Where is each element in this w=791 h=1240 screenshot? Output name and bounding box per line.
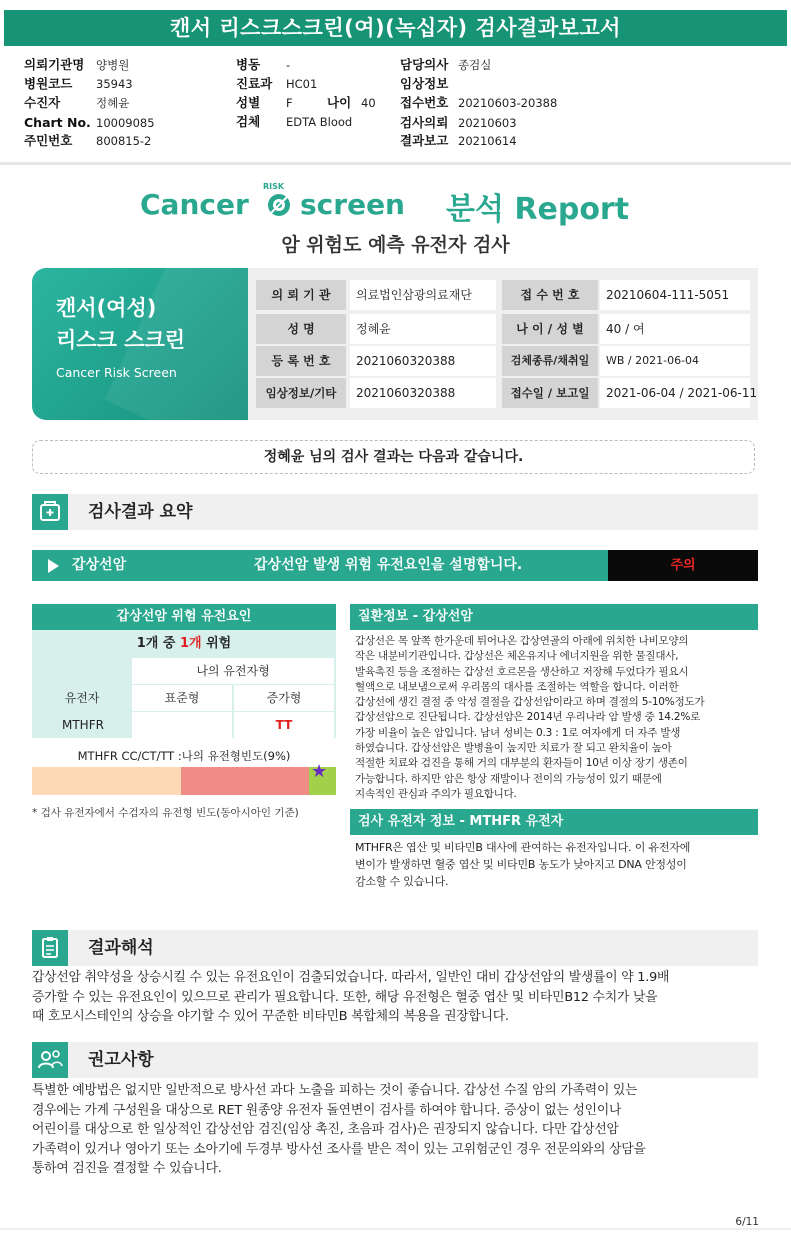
report-subtitle: 암 위험도 예측 유전자 검사 xyxy=(281,234,510,256)
text-line: 가장 비율이 높은 암입니다. 남녀 성비는 0.3 : 1로 여자에게 더 자주 발생 xyxy=(355,726,681,739)
text-line: 특별한 예방법은 없지만 일반적으로 방사선 과다 노출을 피하는 것이 좋습니다. 갑상선 수질 암의 가족력이 있는 xyxy=(32,1083,638,1098)
info-label: 임상정보/기타 xyxy=(256,378,346,408)
frequency-segment xyxy=(32,767,181,795)
gene-grid xyxy=(32,658,336,738)
risk-count-pre: 1개 중 xyxy=(136,636,180,651)
meta-key: Chart No. xyxy=(24,115,91,130)
text-line: 적절한 치료와 검진을 통해 거의 대부분의 환자들이 10년 이상 장기 생존이 xyxy=(355,757,688,770)
report-header xyxy=(0,0,791,50)
meta-key: 결과보고 xyxy=(400,133,449,148)
meta-key: 담당의사 xyxy=(400,57,449,72)
meta-key: 검사의뢰 xyxy=(400,115,449,130)
meta-value: 정혜윤 xyxy=(96,96,130,110)
text-line: 혈액으로 내보냄으로써 우리몸의 대사를 조절하는 역할을 합니다. 이러한 xyxy=(355,680,679,693)
gene-info-panel xyxy=(350,809,758,894)
info-label: 나 이 / 성 별 xyxy=(502,314,598,344)
meta-value: 종검실 xyxy=(458,58,492,72)
gene-risk-table xyxy=(32,604,336,738)
meta-value: 양병원 xyxy=(96,58,130,72)
col-normal-header: 표준형 xyxy=(132,685,232,711)
text-line: 갑상선암 취약성을 상승시킬 수 있는 유전요인이 검출되었습니다. 따라서, 일반인 대비 갑상선암의 발생률이 약 1.9배 xyxy=(32,970,670,985)
text-line: 지속적인 관심과 주의가 필요합니다. xyxy=(355,787,517,800)
clipboard-icon xyxy=(32,930,68,966)
text-line: 경우에는 가계 구성원을 대상으로 RET 원종양 유전자 돌연변이 검사를 하여야 합니다. 증상이 없는 성인이나 xyxy=(32,1102,622,1118)
text-line: 가족력이 있거나 영아기 또는 소아기에 두경부 방사선 조사를 받은 적이 있는 고위험군인 경우 전문의와의 상담을 xyxy=(32,1141,646,1157)
footnote: * 검사 유전자에서 수검자의 유전형 빈도(동아시아인 기준) xyxy=(32,807,299,819)
info-label: 의 뢰 기 관 xyxy=(256,280,346,310)
section-recommendation xyxy=(32,1042,758,1078)
meta-row xyxy=(24,75,133,93)
divider xyxy=(0,162,791,165)
meta-key: 임상정보 xyxy=(400,76,449,91)
meta-row xyxy=(24,132,151,150)
text-line: 가능합니다. 하지만 암은 항상 재발이나 전이의 가능성이 있기 때문에 xyxy=(355,772,662,785)
card-subtitle: Cancer Risk Screen xyxy=(56,365,177,380)
meta-row xyxy=(327,94,376,112)
consultation-icon xyxy=(32,1042,68,1078)
info-label: 접수일 / 보고일 xyxy=(502,378,598,408)
section-interpretation xyxy=(32,930,758,966)
text-line: 갑상선은 목 앞쪽 한가운데 튀어나온 갑상연골의 아래에 위치한 나비모양의 xyxy=(355,635,689,647)
meta-value: 35943 xyxy=(96,77,133,91)
meta-row xyxy=(400,94,557,112)
meta-key: 병원코드 xyxy=(24,76,73,91)
page-number: 6/11 xyxy=(735,1216,759,1228)
meta-value: 20210614 xyxy=(458,134,517,148)
meta-key: 나이 xyxy=(327,95,352,110)
panel-heading: 질환정보 - 갑상선암 xyxy=(350,604,758,630)
logo-cancer: Cancer xyxy=(140,188,249,221)
section-title: 권고사항 xyxy=(88,1050,154,1070)
meta-value: 40 xyxy=(361,96,376,110)
text-line: 통하여 검진을 결정할 수 있습니다. xyxy=(32,1161,222,1176)
report-logo xyxy=(0,182,791,228)
thyroid-banner xyxy=(32,550,758,581)
risk-count xyxy=(32,630,336,658)
section-title: 결과해석 xyxy=(88,938,154,958)
patient-info-table xyxy=(248,268,758,420)
col-increased-header: 증가형 xyxy=(234,685,334,711)
text-line: 갑상선암으로 진단됩니다. 갑상선암은 2014년 우리나라 암 발생 중 14.2%로 xyxy=(355,711,701,724)
product-card xyxy=(32,268,248,420)
report-title: 캔서 리스크스크린(여)(녹십자) 검사결과보고서 xyxy=(4,10,787,46)
text-line: 발육촉진 등을 조절하는 갑상선 호르몬을 생산하고 저장해 두었다가 필요시 xyxy=(355,665,689,678)
info-value: 2021-06-04 / 2021-06-11 xyxy=(600,378,750,408)
logo-report: 분석 Report xyxy=(446,192,630,227)
meta-key: 진료과 xyxy=(236,76,273,91)
frequency-label: MTHFR CC/CT/TT :나의 유전형빈도(9%) xyxy=(77,749,291,763)
meta-value: - xyxy=(286,58,291,72)
recommendation-text xyxy=(32,1081,772,1179)
meta-key: 수진자 xyxy=(24,95,61,110)
meta-value: 800815-2 xyxy=(96,134,152,148)
info-value: 20210604-111-5051 xyxy=(600,280,750,310)
risk-count-num: 1개 xyxy=(179,636,202,651)
text-line: 변이가 발생하면 혈중 엽산 및 비타민B 농도가 낮아지고 DNA 안정성이 xyxy=(355,858,687,871)
meta-value: F xyxy=(286,96,293,110)
meta-value: EDTA Blood xyxy=(286,115,353,129)
info-label: 접 수 번 호 xyxy=(502,280,598,310)
section-title: 검사결과 요약 xyxy=(88,502,193,522)
medical-folder-icon xyxy=(32,494,68,530)
text-line: 하였습니다. 갑상선암은 발병율이 높지만 치료가 잘 되고 완치율이 높아 xyxy=(355,742,672,755)
result-intro: 정혜윤 님의 검사 결과는 다음과 같습니다. xyxy=(32,440,755,474)
text-line: 증가할 수 있는 유전요인이 있으므로 관리가 필요합니다. 또한, 해당 유전형은 혈중 엽산 및 비타민B12 수치가 낮을 xyxy=(32,989,658,1005)
info-label: 등 록 번 호 xyxy=(256,346,346,376)
text-line: 때 호모시스테인의 상승을 야기할 수 있어 꾸준한 비타민B 복합체의 복용을 권장합니다. xyxy=(32,1009,509,1024)
info-label: 검체종류/채취일 xyxy=(502,346,598,376)
increased-value: TT xyxy=(234,712,334,738)
meta-row xyxy=(24,114,155,132)
disease-info-panel xyxy=(350,604,758,806)
text-line: 어린이를 대상으로 한 일상적인 갑상선암 검진(임상 촉진, 초음파 검사)은 권장되지 않습니다. 다만 갑상선암 xyxy=(32,1122,619,1137)
footer-divider xyxy=(0,1228,791,1230)
info-value: WB / 2021-06-04 xyxy=(600,346,750,376)
card-title: 리스크 스크린 xyxy=(56,328,186,352)
col-gene-header: 유전자 xyxy=(64,691,100,705)
meta-row xyxy=(24,56,129,74)
logo-risk: RISK xyxy=(263,182,285,191)
frequency-segment xyxy=(181,767,309,795)
meta-key: 의뢰기관명 xyxy=(24,57,85,72)
text-line: 작은 내분비기관입니다. 갑상선은 체온유지나 에너지원을 위한 물질대사, xyxy=(355,650,679,663)
normal-value xyxy=(132,712,232,738)
meta-key: 접수번호 xyxy=(400,95,449,110)
patient-meta xyxy=(0,52,791,162)
meta-value: 20210603-20388 xyxy=(458,96,558,110)
meta-row xyxy=(400,132,517,150)
meta-value: HC01 xyxy=(286,77,318,91)
status-badge: 주의 xyxy=(608,550,758,581)
meta-row xyxy=(236,94,293,112)
banner-disease: 갑상선암 xyxy=(72,557,127,573)
meta-row xyxy=(236,113,352,131)
info-value: 정혜윤 xyxy=(350,314,496,344)
meta-value: 10009085 xyxy=(96,116,155,130)
my-genotype-header: 나의 유전자형 xyxy=(132,658,334,684)
table-heading: 갑상선암 위험 유전요인 xyxy=(32,604,336,630)
text-line: MTHFR은 엽산 및 비타민B 대사에 관여하는 유전자입니다. 이 유전자에 xyxy=(355,841,691,854)
target-icon xyxy=(264,188,294,218)
gene-text xyxy=(350,835,758,894)
meta-row xyxy=(236,56,290,74)
meta-row xyxy=(400,114,517,132)
meta-key: 성별 xyxy=(236,95,261,110)
meta-value: 20210603 xyxy=(458,116,517,130)
info-value: 40 / 여 xyxy=(600,314,750,344)
meta-row xyxy=(24,94,129,112)
info-label: 성 명 xyxy=(256,314,346,344)
meta-row xyxy=(400,75,458,93)
interpretation-text xyxy=(32,968,772,1027)
banner-description: 갑상선암 발생 위험 유전요인을 설명합니다. xyxy=(254,557,523,573)
gene-name: MTHFR xyxy=(62,718,104,732)
text-line: 갑상선에 생긴 결절 중 악성 결절을 갑상선암이라고 하며 결절의 5-10%정도가 xyxy=(355,696,705,709)
info-value: 2021060320388 xyxy=(350,346,496,376)
meta-key: 검체 xyxy=(236,114,261,129)
text-line: 감소할 수 있습니다. xyxy=(355,875,449,888)
card-title: 캔서(여성) xyxy=(56,296,157,320)
star-icon: ★ xyxy=(311,761,328,782)
meta-key: 주민번호 xyxy=(24,133,73,148)
logo-screen: screen xyxy=(300,188,405,221)
panel-heading: 검사 유전자 정보 - MTHFR 유전자 xyxy=(350,809,758,835)
info-value: 2021060320388 xyxy=(350,378,496,408)
disease-text xyxy=(350,630,758,806)
play-icon xyxy=(48,559,59,573)
section-summary xyxy=(32,494,758,530)
info-value: 의료법인삼광의료재단 xyxy=(350,280,496,310)
meta-key: 병동 xyxy=(236,57,261,72)
risk-count-post: 위험 xyxy=(201,636,232,651)
meta-row xyxy=(236,75,317,93)
genotype-frequency-bar xyxy=(32,761,336,795)
meta-row xyxy=(400,56,491,74)
